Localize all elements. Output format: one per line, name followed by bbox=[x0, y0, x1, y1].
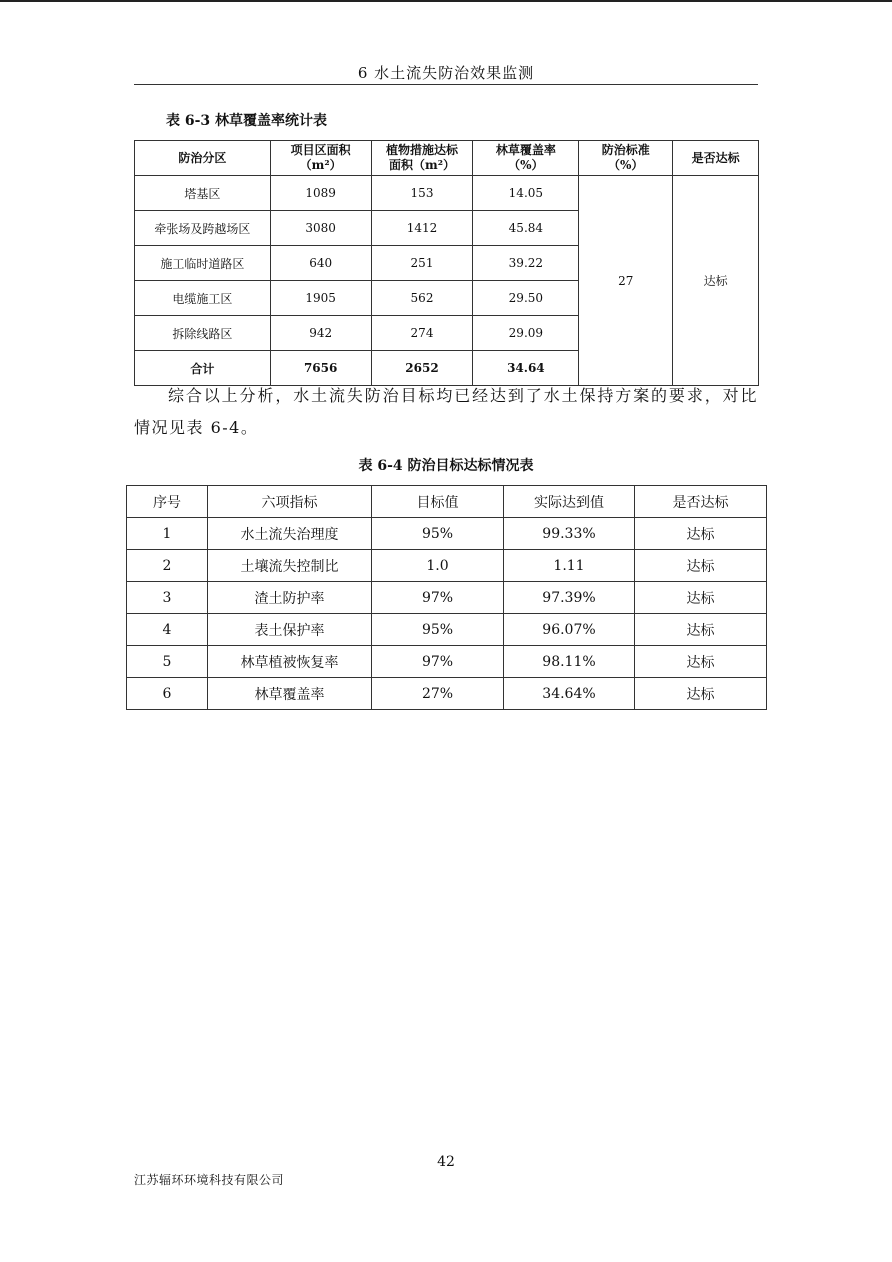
table-cell: 达标 bbox=[635, 678, 767, 710]
table-cell: 塔基区 bbox=[135, 176, 271, 211]
header-cell: 六项指标 bbox=[208, 486, 372, 518]
table-row bbox=[127, 550, 767, 582]
table-cell: 1089 bbox=[270, 176, 371, 211]
table-cell: 29.09 bbox=[473, 316, 579, 351]
table-cell: 拆除线路区 bbox=[135, 316, 271, 351]
table-cell: 1 bbox=[127, 518, 208, 550]
table-6-3 bbox=[134, 140, 759, 386]
table-cell: 电缆施工区 bbox=[135, 281, 271, 316]
table-cell: 95% bbox=[372, 614, 504, 646]
table-cell: 达标 bbox=[635, 518, 767, 550]
table-cell: 97% bbox=[372, 582, 504, 614]
header-cell: 植物措施达标 面积（m²） bbox=[371, 141, 473, 176]
table-cell: 水土流失治理度 bbox=[208, 518, 372, 550]
table-cell: 林草植被恢复率 bbox=[208, 646, 372, 678]
table-6-3-caption: 表 6-3 林草覆盖率统计表 bbox=[166, 113, 328, 129]
table-cell: 2652 bbox=[371, 351, 473, 386]
table-cell: 34.64% bbox=[504, 678, 635, 710]
table-cell: 95% bbox=[372, 518, 504, 550]
header-cell: 项目区面积 （m²） bbox=[270, 141, 371, 176]
table-cell: 3 bbox=[127, 582, 208, 614]
table-cell: 施工临时道路区 bbox=[135, 246, 271, 281]
table-cell: 1.11 bbox=[504, 550, 635, 582]
table-cell: 640 bbox=[270, 246, 371, 281]
table-cell: 1905 bbox=[270, 281, 371, 316]
table-cell: 153 bbox=[371, 176, 473, 211]
table-row bbox=[135, 176, 759, 211]
header-cell: 是否达标 bbox=[673, 141, 759, 176]
table-cell: 97.39% bbox=[504, 582, 635, 614]
table-cell: 98.11% bbox=[504, 646, 635, 678]
table-cell: 土壤流失控制比 bbox=[208, 550, 372, 582]
table-cell: 99.33% bbox=[504, 518, 635, 550]
top-border bbox=[0, 0, 892, 2]
result-cell: 达标 bbox=[673, 176, 759, 386]
table-row bbox=[127, 582, 767, 614]
table-cell: 表土保护率 bbox=[208, 614, 372, 646]
header-cell: 防治标准 （%） bbox=[579, 141, 673, 176]
header-cell: 林草覆盖率 （%） bbox=[473, 141, 579, 176]
header-cell: 序号 bbox=[127, 486, 208, 518]
table-cell: 2 bbox=[127, 550, 208, 582]
table-row bbox=[127, 646, 767, 678]
table-cell: 27% bbox=[372, 678, 504, 710]
header-cell: 是否达标 bbox=[635, 486, 767, 518]
table-cell: 达标 bbox=[635, 550, 767, 582]
page-number: 42 bbox=[437, 1154, 455, 1170]
table-row bbox=[127, 678, 767, 710]
table-cell: 45.84 bbox=[473, 211, 579, 246]
table-header-row bbox=[127, 486, 767, 518]
table-6-4 bbox=[126, 485, 767, 710]
table-cell: 274 bbox=[371, 316, 473, 351]
table-cell: 39.22 bbox=[473, 246, 579, 281]
table-6-4-caption: 表 6-4 防治目标达标情况表 bbox=[358, 458, 534, 474]
table-cell: 14.05 bbox=[473, 176, 579, 211]
table-row bbox=[127, 614, 767, 646]
table-row bbox=[127, 518, 767, 550]
summary-paragraph: 综合以上分析，水土流失防治目标均已经达到了水土保持方案的要求，对比情况见表 6-4。 bbox=[134, 386, 758, 437]
table-cell: 达标 bbox=[635, 614, 767, 646]
table-cell: 942 bbox=[270, 316, 371, 351]
table-cell: 97% bbox=[372, 646, 504, 678]
header-cell: 实际达到值 bbox=[504, 486, 635, 518]
standard-cell: 27 bbox=[579, 176, 673, 386]
table-cell: 达标 bbox=[635, 646, 767, 678]
header-cell: 防治分区 bbox=[135, 141, 271, 176]
table-cell: 渣土防护率 bbox=[208, 582, 372, 614]
table-cell: 34.64 bbox=[473, 351, 579, 386]
table-cell: 1.0 bbox=[372, 550, 504, 582]
company-name: 江苏辐环环境科技有限公司 bbox=[134, 1173, 285, 1187]
header-cell: 目标值 bbox=[372, 486, 504, 518]
table-cell: 林草覆盖率 bbox=[208, 678, 372, 710]
header-divider bbox=[134, 84, 758, 85]
table-cell: 7656 bbox=[270, 351, 371, 386]
table-cell: 5 bbox=[127, 646, 208, 678]
table-cell: 562 bbox=[371, 281, 473, 316]
table-cell: 达标 bbox=[635, 582, 767, 614]
table-cell: 1412 bbox=[371, 211, 473, 246]
table-header-row bbox=[135, 141, 759, 176]
table-cell: 29.50 bbox=[473, 281, 579, 316]
table-cell: 96.07% bbox=[504, 614, 635, 646]
table-cell: 251 bbox=[371, 246, 473, 281]
table-cell: 牵张场及跨越场区 bbox=[135, 211, 271, 246]
table-cell: 合计 bbox=[135, 351, 271, 386]
table-cell: 6 bbox=[127, 678, 208, 710]
page-header-title: 6 水土流失防治效果监测 bbox=[357, 64, 535, 82]
table-cell: 3080 bbox=[270, 211, 371, 246]
table-cell: 4 bbox=[127, 614, 208, 646]
